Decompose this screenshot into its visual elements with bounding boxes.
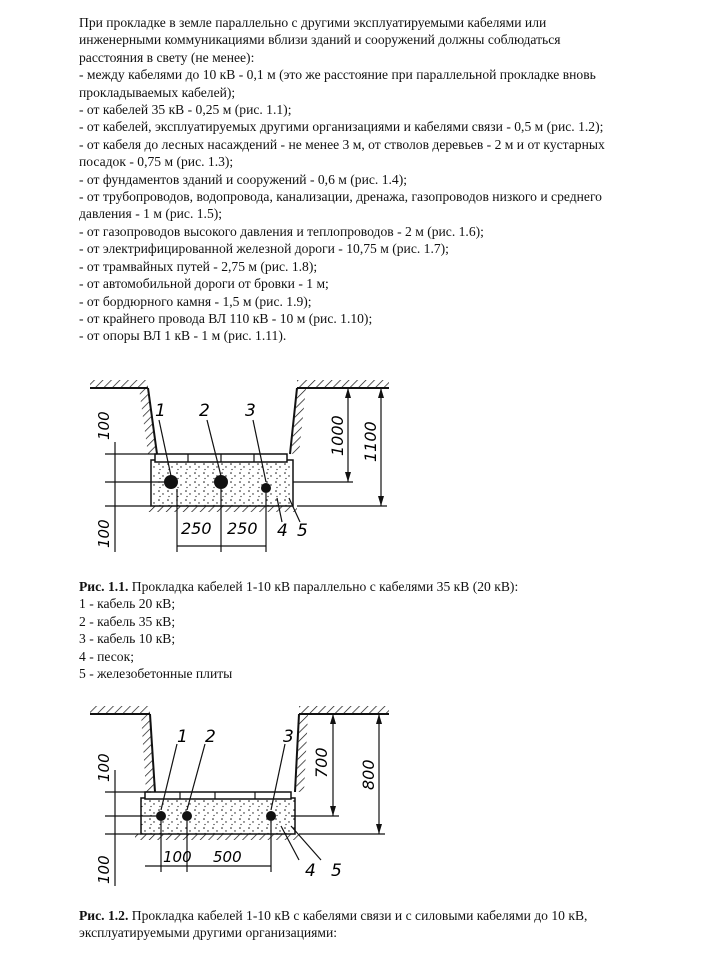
intro-line: - от кабеля до лесных насаждений - не менее 3 м, от стволов деревьев - 2 м и от кустарных [79,136,605,152]
fig1-dim-top: 100 [95,411,113,440]
legend-item: 3 - кабель 10 кВ; [79,631,176,647]
cable-3 [266,811,276,821]
fig2-caption-title: Рис. 1.2. [79,908,129,923]
cable-10kv [261,483,271,493]
fig2-dim-depth: 700 [312,747,331,778]
legend-item: 4 - песок; [79,648,134,664]
intro-line: - от бордюрного камня - 1,5 м (рис. 1.9); [79,293,312,309]
intro-line: инженерными коммуникациями вблизи зданий и сооружений должны соблюдаться [79,32,561,48]
fig1-label-4: 4 [277,521,288,541]
intro-line: - от крайнего провода ВЛ 110 кВ - 10 м (рис. 1.10); [79,310,373,326]
intro-line: - от трубопроводов, водопровода, канализации, дренажа, газопроводов низкого и среднего [79,189,602,205]
fig2-dim-gap1: 100 [163,848,192,866]
cable-1 [156,811,166,821]
fig1-label-2: 2 [199,401,210,421]
figure-1-1-caption [79,578,699,682]
legend-item: 2 - кабель 35 кВ; [79,613,176,629]
figure-1-2-drawing [85,700,405,892]
intro-line: - от трамвайных путей - 2,75 м (рис. 1.8); [79,258,318,274]
intro-line: прокладываемых кабелей); [79,84,236,100]
intro-line: - от фундаментов зданий и сооружений - 0,6 м (рис. 1.4); [79,171,408,187]
fig2-dim-bottom: 100 [95,855,113,884]
fig2-dim-total: 800 [359,759,378,790]
fig1-dim-gap1: 250 [181,519,212,538]
fig1-caption-text: Прокладка кабелей 1-10 кВ параллельно с кабелями 35 кВ (20 кВ): [128,579,519,594]
fig1-caption-title: Рис. 1.1. [79,579,129,594]
fig1-label-3: 3 [245,401,256,421]
wall-hatch-left [143,388,152,454]
intro-line: давления - 1 м (рис. 1.5); [79,206,223,222]
fig2-label-2: 2 [205,727,216,747]
fig2-label-1: 1 [177,727,188,747]
fig2-dim-top: 100 [95,753,113,782]
fig2-caption-text: Прокладка кабелей 1-10 кВ с кабелями связи и с силовыми кабелями до 10 кВ, [128,908,588,923]
figure-1-2-caption [79,907,699,942]
fig1-dim-bottom: 100 [95,519,113,548]
fig2-dim-gap2: 500 [213,848,242,866]
intro-line: - от опоры ВЛ 1 кВ - 1 м (рис. 1.11). [79,328,287,344]
fig1-dim-gap2: 250 [227,519,258,538]
intro-line: При прокладке в земле параллельно с другими эксплуатируемыми кабелями или [79,15,547,30]
ground-hatch-left [90,380,148,388]
fig1-dim-depth: 1000 [328,415,347,456]
intro-line: - от электрифицированной железной дороги - 10,75 м (рис. 1.7); [79,241,449,257]
intro-line: - между кабелями до 10 кВ - 0,1 м (это же расстояние при параллельной прокладке вновь [79,67,596,83]
cable-2 [182,811,192,821]
intro-line: - от газопроводов высокого давления и теплопроводов - 2 м (рис. 1.6); [79,223,484,239]
fig1-label-5: 5 [297,521,308,541]
intro-line: посадок - 0,75 м (рис. 1.3); [79,154,234,170]
fig1-dim-total: 1100 [361,421,380,462]
cable-35kv [214,475,228,489]
fig1-label-1: 1 [155,401,166,421]
document-body [79,14,699,345]
intro-line: расстояния в свету (не менее): [79,49,255,65]
cable-20kv [164,475,178,489]
intro-line: - от автомобильной дороги от бровки - 1 м; [79,276,329,292]
fig2-caption-line2: эксплуатируемыми другими организациями: [79,925,338,941]
concrete-plates [145,792,291,799]
legend-item: 5 - железобетонные плиты [79,666,233,682]
intro-line: - от кабелей 35 кВ - 0,25 м (рис. 1.1); [79,102,292,118]
fig2-label-5: 5 [331,861,342,881]
intro-text [79,14,699,345]
figure-1-1-drawing [85,372,415,562]
ground-hatch-right [297,380,389,388]
fig2-label-3: 3 [283,727,294,747]
intro-line: - от кабелей, эксплуатируемых другими организациями и кабелями связи - 0,5 м (рис. 1.2); [79,119,604,135]
ground-hatch-bottom [147,506,297,512]
legend-item: 1 - кабель 20 кВ; [79,596,176,612]
fig2-label-4: 4 [305,861,316,881]
